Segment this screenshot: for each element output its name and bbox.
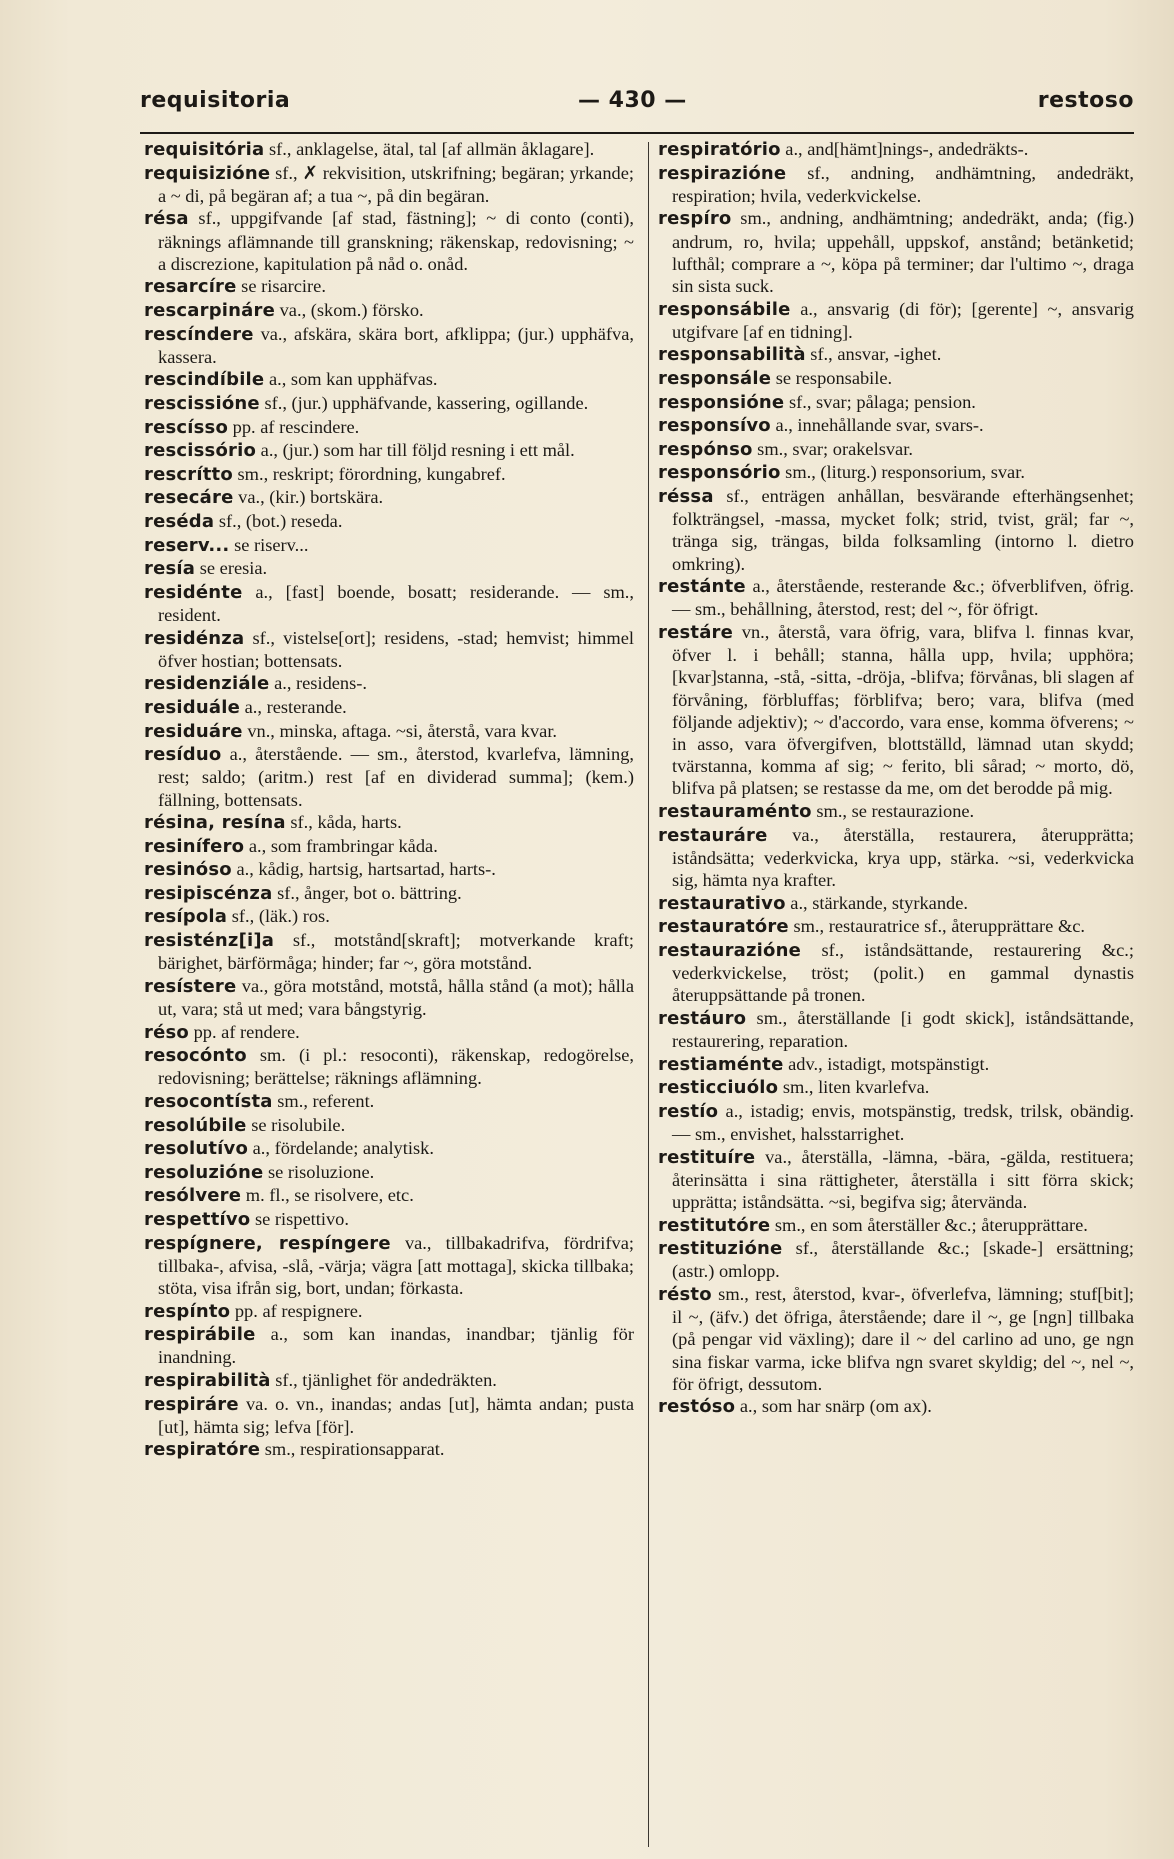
entry-definition: sm. (i pl.: resoconti), räkenskap, redogörelse, redovisning; berättelse; räknings aflämning.: [158, 1045, 634, 1089]
entry-headword: residénte: [144, 581, 243, 603]
entry-headword: requisizióne: [144, 162, 271, 184]
column-divider: [648, 142, 649, 1847]
entry-definition: a., ansvarig (di för); [gerente] ~, ansvarig utgifvare [af en tidning].: [672, 298, 1134, 342]
entry-headword: respiratório: [658, 139, 781, 160]
entry-definition: a., återstående, resterande &c.; öfverblifven, öfrig. — sm., behållning, återstod, rest; del ~, för öfrigt.: [672, 576, 1134, 620]
dictionary-entry: [144, 275, 634, 298]
dictionary-entry: [144, 1114, 634, 1137]
entry-headword: resocontísta: [144, 1091, 273, 1113]
entry-headword: resíduo: [144, 744, 222, 766]
dictionary-entry: [658, 915, 1134, 938]
entry-headword: rescarpináre: [144, 299, 275, 321]
entry-headword: réssa: [658, 485, 714, 507]
dictionary-entry: [658, 575, 1134, 620]
entry-headword: rescrítto: [144, 463, 233, 485]
entry-headword: resolúbile: [144, 1114, 247, 1136]
dictionary-entry: [144, 557, 634, 580]
dictionary-entry: [658, 461, 1134, 484]
entry-definition: se riserv...: [234, 534, 309, 555]
entry-headword: résa: [144, 208, 189, 230]
entry-headword: respíro: [658, 208, 732, 230]
entry-definition: pp. af rendere.: [193, 1021, 300, 1042]
entry-definition: pp. af respignere.: [234, 1300, 363, 1321]
entry-definition: sm., restauratrice sf., återupprättare &c.: [793, 916, 1086, 937]
entry-headword: respónso: [658, 438, 753, 460]
entry-headword: resecáre: [144, 487, 234, 509]
entry-definition: sm., svar; orakelsvar.: [757, 438, 913, 459]
entry-definition: sf., svar; pålaga; pension.: [788, 391, 976, 412]
entry-definition: sm., återställande [i godt skick], iståndsättande, restaurering, reparation.: [672, 1007, 1134, 1051]
dictionary-entry: [658, 298, 1134, 343]
entry-definition: sf., motstånd[skraft]; motverkande kraft; bärighet, bärförmåga; hinder; far ~, göra motstånd.: [158, 930, 634, 974]
entry-definition: sf., (läk.) ros.: [231, 906, 330, 927]
entry-headword: resipiscénza: [144, 882, 273, 904]
dictionary-entry: [144, 882, 634, 905]
dictionary-entry: [658, 1007, 1134, 1052]
dictionary-entry: [658, 343, 1134, 366]
dictionary-entry: [144, 811, 634, 834]
dictionary-entry: [658, 138, 1134, 161]
dictionary-entry: [144, 1208, 634, 1231]
dictionary-entry: [144, 672, 634, 695]
entry-definition: se eresia.: [199, 558, 268, 579]
entry-definition: va., (kir.) bortskära.: [238, 487, 384, 508]
entry-headword: respiratóre: [144, 1439, 261, 1461]
dictionary-entry: [144, 581, 634, 626]
dictionary-entry: [658, 162, 1134, 207]
dictionary-entry: [144, 1184, 634, 1207]
dictionary-entry: [144, 138, 634, 161]
dictionary-entry: [144, 323, 634, 368]
dictionary-entry: [144, 1300, 634, 1323]
entry-headword: residénza: [144, 627, 245, 649]
entry-headword: resípola: [144, 906, 228, 928]
entry-definition: va., tillbakadrifva, fördrifva; tillbaka-, afvisa, -slå, -värja; vägra [att mottaga], skicka tillbaka; stöta, visa ifrån sig, bort, undan; förkasta.: [158, 1232, 634, 1299]
dictionary-entry: [658, 1237, 1134, 1282]
dictionary-entry: [144, 439, 634, 462]
dictionary-entry: [658, 939, 1134, 1007]
entry-headword: restituíre: [658, 1146, 756, 1168]
entry-headword: requisitória: [144, 139, 265, 160]
entry-headword: respirabilità: [144, 1370, 271, 1391]
dictionary-entry: [144, 1393, 634, 1438]
entry-headword: resarcíre: [144, 276, 237, 298]
entry-definition: sf., uppgifvande [af stad, fästning]; ~ di conto (conti), räknings aflämnande till granskning; räkenskap, redovisning; ~ a discrezione, kapitulation på nåd o. onåd.: [158, 208, 634, 274]
entry-headword: respígnere, respíngere: [144, 1232, 391, 1254]
dictionary-entry: [658, 1283, 1134, 1395]
entry-definition: va., (skom.) förskо.: [279, 299, 424, 320]
entry-headword: restóso: [658, 1396, 736, 1418]
entry-definition: se responsabile.: [775, 367, 893, 388]
entry-headword: restío: [658, 1100, 719, 1122]
running-head-left: requisitoria: [140, 88, 291, 113]
entry-definition: se risarcire.: [241, 276, 326, 297]
dictionary-entry: [144, 534, 634, 557]
dictionary-entry: [658, 1076, 1134, 1099]
entry-headword: restaurativo: [658, 892, 786, 914]
dictionary-entry: [658, 1214, 1134, 1237]
dictionary-entry: [144, 720, 634, 743]
entry-definition: a., som kan inandas, inandbar; tjänlig för inandning.: [158, 1324, 634, 1368]
entry-headword: resolutívo: [144, 1138, 249, 1160]
dictionary-entry: [144, 743, 634, 811]
entry-definition: va., afskära, skära bort, afklippa; (jur.) upphäfva, kassera.: [158, 323, 634, 367]
entry-definition: a., återstående. — sm., återstod, kvarlefva, lämning, rest; saldo; (aritm.) rest [af en dividerad summa]; (kem.) fällning, bottensats.: [158, 744, 634, 810]
entry-headword: residenziále: [144, 673, 270, 695]
dictionary-entry: [658, 438, 1134, 461]
entry-definition: sf., vistelse[ort]; residens, -stad; hemvist; himmel öfver hostian; bottensats.: [158, 627, 634, 671]
entry-headword: respirábile: [144, 1324, 256, 1346]
dictionary-entry: [658, 207, 1134, 297]
entry-headword: restánte: [658, 576, 746, 598]
entry-headword: restauráre: [658, 824, 768, 846]
dictionary-entry: [658, 892, 1134, 915]
entry-headword: resía: [144, 558, 196, 580]
entry-headword: rescissióne: [144, 392, 260, 414]
dictionary-entry: [144, 858, 634, 881]
entry-headword: restitutóre: [658, 1214, 771, 1236]
entry-definition: sf., anklagelse, ätal, tal [af allmän åklagare].: [269, 139, 595, 159]
entry-definition: a., and[hämt]nings-, andedräkts-.: [785, 139, 1029, 159]
dictionary-entry: [658, 391, 1134, 414]
entry-headword: responsabilità: [658, 344, 806, 366]
page-number: — 430 —: [578, 88, 687, 113]
dictionary-entry: [144, 1021, 634, 1044]
entry-definition: sf., tjänlighet för andedräkten.: [275, 1370, 497, 1390]
entry-definition: a., som kan upphäfvas.: [268, 369, 438, 390]
entry-definition: sf., ånger, bot o. bättring.: [277, 882, 462, 903]
dictionary-entry: [658, 1146, 1134, 1214]
dictionary-entry: [144, 162, 634, 207]
dictionary-entry: [144, 392, 634, 415]
dictionary-entry: [144, 696, 634, 719]
entry-definition: sf., kåda, harts.: [290, 812, 402, 833]
entry-headword: résina, resína: [144, 812, 286, 834]
entry-headword: resisténz[i]a: [144, 930, 275, 952]
dictionary-entry: [144, 1323, 634, 1368]
entry-headword: rescísso: [144, 416, 229, 438]
header-rule: [140, 132, 1134, 134]
entry-definition: a., residens-.: [274, 673, 368, 694]
entry-definition: a., som frambringar kåda.: [248, 835, 438, 856]
entry-headword: resinífero: [144, 835, 245, 857]
entry-definition: vn., minska, aftaga. ~si, återstå, vara kvar.: [247, 720, 558, 741]
entry-definition: adv., istadigt, motspänstigt.: [788, 1053, 990, 1074]
dictionary-entry: [658, 414, 1134, 437]
entry-definition: a., (jur.) som har till följd resning i ett mål.: [260, 440, 575, 461]
entry-definition: va. o. vn., inandas; andas [ut], hämta andan; pusta [ut], hämta sig; lefva [för].: [158, 1393, 634, 1437]
dictionary-entry: [658, 1100, 1134, 1145]
entry-definition: sm., reskript; förordning, kungabref.: [237, 463, 506, 484]
dictionary-entry: [144, 1369, 634, 1392]
entry-definition: sf., (jur.) upphäfvande, kassering, ogillande.: [264, 392, 589, 413]
entry-headword: respettívo: [144, 1209, 251, 1231]
dictionary-entry: [144, 299, 634, 322]
running-head: [140, 88, 1134, 118]
entry-headword: rescindíbile: [144, 369, 265, 391]
entry-headword: residuáre: [144, 720, 243, 742]
entry-definition: sm., rest, återstod, kvar-, öfverlefva, lämning; stuf[bit]; il ~, (äfv.) det öfriga, återstående; dare il ~, ge [ngn] tillbaka (på pengar vid växling); dare il ~ del carlino ad uno, ge ngn sina fiskar varma, icke blifva ngn svaret skyldig; del ~, nel ~, för öfrigt, dessutom.: [672, 1283, 1134, 1394]
entry-headword: restituzióne: [658, 1238, 783, 1260]
dictionary-entry: [144, 1438, 634, 1461]
dictionary-entry: [144, 835, 634, 858]
entry-definition: a., [fast] boende, bosatt; residerande. — sm., resident.: [158, 581, 634, 625]
entry-definition: vn., återstå, vara öfrig, vara, blifva l. finnas kvar, öfver l. i behåll; stanna, hålla upp, hvila; upphöra; [kvar]stanna, -stå, -sitta, -dröja, -blifva; förvånas, bli slagen af förvåning, förbluffas; förblifva; bero; vara, blifva (med följande adjektiv); ~ d'accordo, vara ense, komma öfverens; ~ in asso, vara öfvergifven, blottställd, lämnad utan skydd; tvärstanna, komma af sig; ~ ferito, bli sårad; ~ morto, dö, blifva på platsen; se restasse da me, om det berodde på mig.: [672, 621, 1134, 799]
dictionary-entry: [658, 485, 1134, 575]
entry-definition: se rispettivo.: [254, 1209, 349, 1230]
entry-definition: a., stärkande, styrkande.: [790, 892, 968, 913]
entry-definition: sf., andning, andhämtning, andedräkt, respiration; hvila, vederkvickelse.: [672, 162, 1134, 206]
entry-headword: rescissório: [144, 440, 257, 462]
dictionary-entry: [658, 1395, 1134, 1418]
entry-definition: m. fl., se risolvere, etc.: [245, 1185, 414, 1206]
dictionary-entry: [658, 621, 1134, 800]
dictionary-entry: [144, 1161, 634, 1184]
entry-definition: a., innehållande svar, svars-.: [775, 415, 984, 436]
dictionary-entry: [144, 1044, 634, 1089]
entry-headword: restauratóre: [658, 916, 789, 938]
entry-headword: responsívo: [658, 415, 771, 437]
dictionary-entry: [658, 800, 1134, 823]
entry-definition: se risoluzione.: [268, 1161, 375, 1182]
entry-definition: va., återställa, -lämna, -bära, -gälda, restituera; återinsätta i sina rättigheter, återställa i sitt förra skick; upprätta; iståndsätta. ~si, begifva sig; återvända.: [672, 1146, 1134, 1212]
entry-headword: responsále: [658, 367, 772, 389]
entry-headword: residuále: [144, 696, 240, 718]
dictionary-entry: [144, 627, 634, 672]
entry-definition: sm., referent.: [277, 1091, 375, 1112]
entry-definition: sm., en som återställer &c.; återupprättare.: [774, 1214, 1088, 1235]
dictionary-entry: [144, 368, 634, 391]
entry-headword: resólvere: [144, 1185, 242, 1207]
left-column: [144, 138, 634, 1462]
dictionary-entry: [144, 975, 634, 1020]
entry-definition: sf., återställande &c.; [skade-] ersättning; (astr.) omlopp.: [672, 1238, 1134, 1282]
dictionary-entry: [658, 367, 1134, 390]
entry-headword: resinóso: [144, 859, 232, 881]
dictionary-entry: [658, 1053, 1134, 1076]
entry-definition: sf., iståndsättande, restaurering &c.; vederkvickelse, tröst; (polit.) en gammal dynastis återuppsättande på tronen.: [672, 939, 1134, 1006]
entry-definition: a., som har snärp (om ax).: [739, 1396, 932, 1417]
dictionary-entry: [144, 486, 634, 509]
dictionary-entry: [144, 1137, 634, 1160]
entry-headword: résto: [658, 1283, 712, 1305]
entry-definition: a., resterande.: [244, 696, 347, 717]
entry-headword: reserv...: [144, 534, 230, 556]
entry-headword: respiráre: [144, 1393, 239, 1415]
entry-headword: réso: [144, 1021, 189, 1043]
dictionary-entry: [144, 207, 634, 275]
dictionary-entry: [144, 1232, 634, 1300]
entry-headword: respínto: [144, 1300, 231, 1322]
entry-headword: restáuro: [658, 1007, 747, 1029]
entry-headword: rescíndere: [144, 323, 254, 345]
dictionary-entry: [658, 824, 1134, 892]
entry-definition: sm., respirationsapparat.: [264, 1439, 445, 1460]
entry-headword: resoluzióne: [144, 1161, 264, 1183]
entry-definition: pp. af rescindere.: [232, 416, 360, 437]
entry-headword: restaurazióne: [658, 939, 802, 961]
dictionary-entry: [144, 510, 634, 533]
dictionary-entry: [144, 463, 634, 486]
right-column: [658, 138, 1134, 1419]
entry-headword: restiaménte: [658, 1053, 784, 1075]
entry-definition: sm., se restaurazione.: [816, 800, 975, 821]
entry-definition: sf., enträgen anhållan, besvärande efterhängsenhet; folkträngsel, -massa, mycket folk; strid, tvist, gräl; far ~, tränga sig, trängas, bilda folksamling (intorno l. dietro omkring).: [672, 485, 1134, 574]
entry-definition: va., göra motstånd, motstå, hålla stånd (a mot); hålla ut, vara; stå ut med; vara bångstyrig.: [158, 975, 634, 1020]
dictionary-entry: [144, 416, 634, 439]
entry-definition: sf., (bot.) reseda.: [218, 510, 343, 531]
entry-headword: responsábile: [658, 298, 791, 320]
entry-headword: responsório: [658, 462, 781, 484]
entry-definition: sm., andning, andhämtning; andedräkt, anda; (fig.) andrum, ro, hvila; uppehåll, uppskof, anstånd; betänketid; lufthål; comprare a ~, köpa på terminer; dar l'ultimo ~, draga sin sista suck.: [672, 208, 1134, 296]
dictionary-entry: [144, 929, 634, 974]
entry-definition: se risolubile.: [251, 1114, 346, 1135]
entry-definition: sm., liten kvarlefva.: [782, 1077, 930, 1098]
entry-headword: resocónto: [144, 1045, 247, 1067]
entry-definition: va., återställa, restaurera, återupprätta; iståndsätta; vederkvicka, krya upp, stärka. ~si, vederkvicka sig, hämta nya krafter.: [672, 824, 1134, 890]
entry-definition: a., istadig; envis, motspänstig, tredsk, trilsk, obändig. — sm., envishet, halsstarrighet.: [672, 1100, 1134, 1144]
entry-headword: resístere: [144, 975, 237, 997]
entry-headword: reséda: [144, 510, 215, 532]
entry-headword: responsióne: [658, 391, 785, 413]
entry-headword: restauraménto: [658, 800, 812, 822]
entry-headword: respirazióne: [658, 162, 787, 184]
running-head-right: restoso: [1037, 88, 1134, 113]
entry-definition: sm., (liturg.) responsorium, svar.: [785, 462, 1025, 483]
entry-headword: restáre: [658, 621, 734, 643]
entry-headword: resticciuólo: [658, 1077, 779, 1099]
dictionary-entry: [144, 1090, 634, 1113]
entry-definition: sf., ansvar, -ighet.: [810, 344, 942, 365]
dictionary-entry: [144, 905, 634, 928]
entry-definition: a., fördelande; analytisk.: [252, 1138, 434, 1159]
entry-definition: sf., ✗ rekvisition, utskrifning; begäran; yrkande; a ~ di, på begäran af; a tua ~, på din begäran.: [158, 162, 634, 206]
entry-definition: a., kådig, hartsig, hartsartad, harts-.: [236, 859, 496, 880]
